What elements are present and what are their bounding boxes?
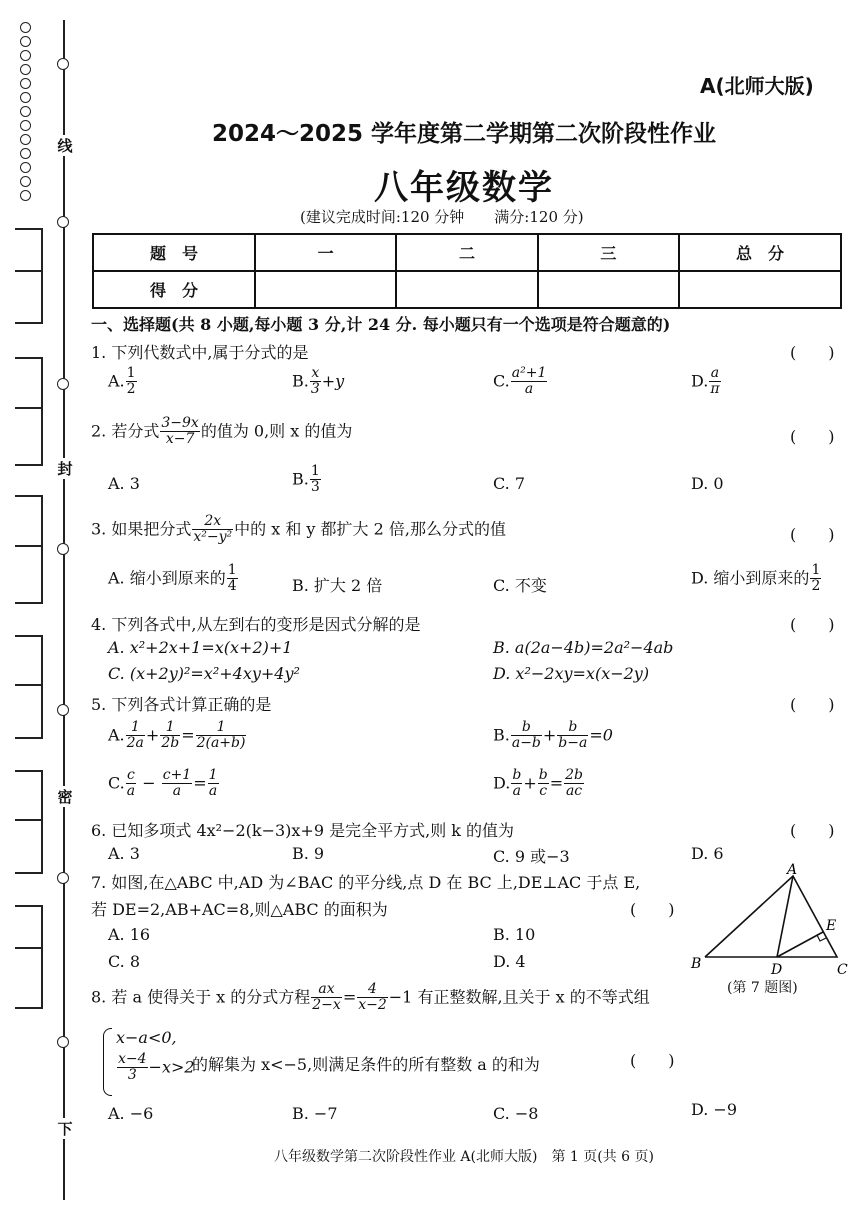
q8-option-b[interactable]: B. −7 [292, 1104, 338, 1123]
binding-label-down: 下 [54, 1118, 76, 1139]
question-8-stem-line3: 的解集为 x<−5,则满足条件的所有整数 a 的和为 [192, 1055, 540, 1074]
triangle-abc [705, 876, 837, 957]
answer-paren[interactable]: ( ) [790, 615, 835, 634]
q8-option-d[interactable]: D. −9 [691, 1100, 738, 1119]
score-input-cell[interactable] [396, 271, 537, 308]
q4-option-a[interactable]: A. x²+2x+1=x(x+2)+1 [108, 638, 293, 657]
q1-option-c[interactable]: C. $\frac{\text{a²+1}}{a}$ [493, 365, 547, 398]
q7-option-a[interactable]: A. 16 [108, 925, 151, 944]
binding-circle [57, 216, 69, 228]
point-label-c: C [837, 962, 848, 977]
score-input-cell[interactable] [255, 271, 396, 308]
question-5-stem: 5. 下列各式计算正确的是 [91, 695, 272, 714]
point-label-b: B [691, 956, 702, 972]
q8-option-a[interactable]: A. −6 [108, 1104, 154, 1123]
q7-option-b[interactable]: B. 10 [493, 925, 536, 944]
binding-circle [57, 872, 69, 884]
question-4-stem: 4. 下列各式中,从左到右的变形是因式分解的是 [91, 615, 421, 634]
q3-option-a[interactable]: A. 缩小到原来的 $\frac{1}{4}$ [108, 562, 237, 595]
binding-circle [57, 704, 69, 716]
question-3-stem: 3. 如果把分式 $\frac{2x}{\text{x²−y²}}$ 中的 x 和 y 都扩大 2 倍,那么分式的值 [91, 513, 506, 546]
binding-label-line: 线 [54, 135, 76, 156]
binding-bracket [15, 357, 43, 466]
q6-option-c[interactable]: C. 9 或−3 [493, 847, 570, 866]
time-note: (建议完成时间:120 分钟 满分:120 分) [300, 208, 584, 226]
q6-option-d[interactable]: D. 6 [691, 844, 724, 863]
point-label-a: A [787, 862, 798, 878]
binding-circle [57, 543, 69, 555]
question-2-stem: 2. 若分式 $\frac{3-9x}{x-7}$ 的值为 0,则 x 的值为 [91, 415, 353, 448]
score-cell-total: 总 分 [679, 234, 841, 271]
binding-bracket [15, 770, 43, 874]
q4-option-c[interactable]: C. (x+2y)²=x²+4xy+4y² [108, 664, 300, 683]
q3-option-d[interactable]: D. 缩小到原来的 $\frac{1}{2}$ [691, 562, 821, 595]
q5-option-d[interactable]: D. $\frac{b}{a}$ + $\frac{b}{c}$ = $\frac{2b}{ac}$ [493, 767, 583, 800]
answer-paren[interactable]: ( ) [790, 525, 835, 544]
page-footer: 八年级数学第二次阶段性作业 A(北师大版) 第 1 页(共 6 页) [273, 1149, 655, 1165]
q5-option-c[interactable]: C. $\frac{c}{a}$ − $\frac{c+1}{a}$ = $\frac{1}{a}$ [108, 767, 218, 800]
q2-option-a[interactable]: A. 3 [108, 474, 140, 493]
q5-option-a[interactable]: A. $\frac{1}{2a}$ + $\frac{1}{2b}$ = $\frac{1}{2(a+b)}$ [108, 719, 246, 752]
binding-bracket [15, 905, 43, 1009]
q1-option-a[interactable]: A. $\frac{1}{2}$ [108, 365, 136, 398]
inequality-1: x−a<0, [116, 1028, 177, 1047]
score-table-header-row [93, 234, 841, 271]
point-label-d: D [771, 962, 783, 977]
q1-option-b[interactable]: B. $\frac{x}{3}$ +y [292, 365, 345, 398]
answer-paren[interactable]: ( ) [630, 1051, 675, 1070]
question-7-stem-line2: 若 DE=2,AB+AC=8,则△ABC 的面积为 [91, 900, 388, 919]
q2-option-c[interactable]: C. 7 [493, 474, 526, 493]
question-7-stem-line1: 7. 如图,在△ABC 中,AD 为∠BAC 的平分线,点 D 在 BC 上,DE⊥AC 于点 E, [91, 873, 641, 892]
question-8-stem: 8. 若 a 使得关于 x 的分式方程 $\frac{ax}{2-x}$ = $\frac{4}{x-2}$ −1 有正整数解,且关于 x 的不等式组 [91, 981, 650, 1014]
binding-label-seal: 封 [54, 458, 76, 479]
binding-bracket [15, 228, 43, 324]
q3-option-b[interactable]: B. 扩大 2 倍 [292, 576, 383, 595]
score-cell-section3: 三 [538, 234, 679, 271]
q6-option-a[interactable]: A. 3 [108, 844, 140, 863]
term-title: 2024～2025 学年度第二学期第二次阶段性作业 [211, 121, 717, 147]
binding-label-secret: 密 [54, 786, 76, 807]
question-6-stem: 6. 已知多项式 4x²−2(k−3)x+9 是完全平方式,则 k 的值为 [91, 821, 515, 840]
triangle-figure [685, 862, 855, 977]
binding-circle [57, 1036, 69, 1048]
q7-option-c[interactable]: C. 8 [108, 952, 141, 971]
score-table [92, 233, 842, 309]
edition-label: A(北师大版) [700, 74, 814, 98]
answer-paren[interactable]: ( ) [630, 900, 675, 919]
answer-paren[interactable]: ( ) [790, 695, 835, 714]
binding-bracket [15, 635, 43, 739]
point-label-e: E [826, 918, 837, 934]
q4-option-d[interactable]: D. x²−2xy=x(x−2y) [493, 664, 650, 683]
q6-option-b[interactable]: B. 9 [292, 844, 325, 863]
binding-bracket [15, 495, 43, 604]
perpendicular-de [777, 932, 823, 957]
system-brace [103, 1028, 112, 1096]
score-cell-section1: 一 [255, 234, 396, 271]
q2-option-d[interactable]: D. 0 [691, 474, 724, 493]
q7-option-d[interactable]: D. 4 [493, 952, 526, 971]
answer-paren[interactable]: ( ) [790, 821, 835, 840]
answer-paren[interactable]: ( ) [790, 343, 835, 362]
score-cell-section2: 二 [396, 234, 537, 271]
score-cell-label: 题 号 [93, 234, 255, 271]
question-1-stem: 1. 下列代数式中,属于分式的是 [91, 343, 309, 362]
answer-paren[interactable]: ( ) [790, 427, 835, 446]
binding-circle [57, 58, 69, 70]
q1-option-d[interactable]: D. $\frac{a}{\pi}$ [691, 365, 720, 398]
q4-option-b[interactable]: B. a(2a−4b)=2a²−4ab [493, 638, 674, 657]
q2-option-b[interactable]: B. $\frac{1}{3}$ [292, 463, 320, 496]
q8-option-c[interactable]: C. −8 [493, 1104, 539, 1123]
score-cell-score-label: 得 分 [93, 271, 255, 308]
binding-circle [57, 378, 69, 390]
inequality-2: $\frac{x-4}{3}$ −x>2 [118, 1051, 195, 1084]
score-input-cell[interactable] [538, 271, 679, 308]
score-table-score-row [93, 271, 841, 308]
score-input-cell[interactable] [679, 271, 841, 308]
q5-option-b[interactable]: B. $\frac{b}{a-b}$ + $\frac{b}{b-a}$ =0 [493, 719, 613, 752]
section-heading: 一、选择题(共 8 小题,每小题 3 分,计 24 分. 每小题只有一个选项是符合题意的) [91, 315, 671, 334]
subject-title: 八年级数学 [374, 168, 554, 208]
figure-caption: (第 7 题图) [727, 980, 798, 996]
q3-option-c[interactable]: C. 不变 [493, 576, 547, 595]
